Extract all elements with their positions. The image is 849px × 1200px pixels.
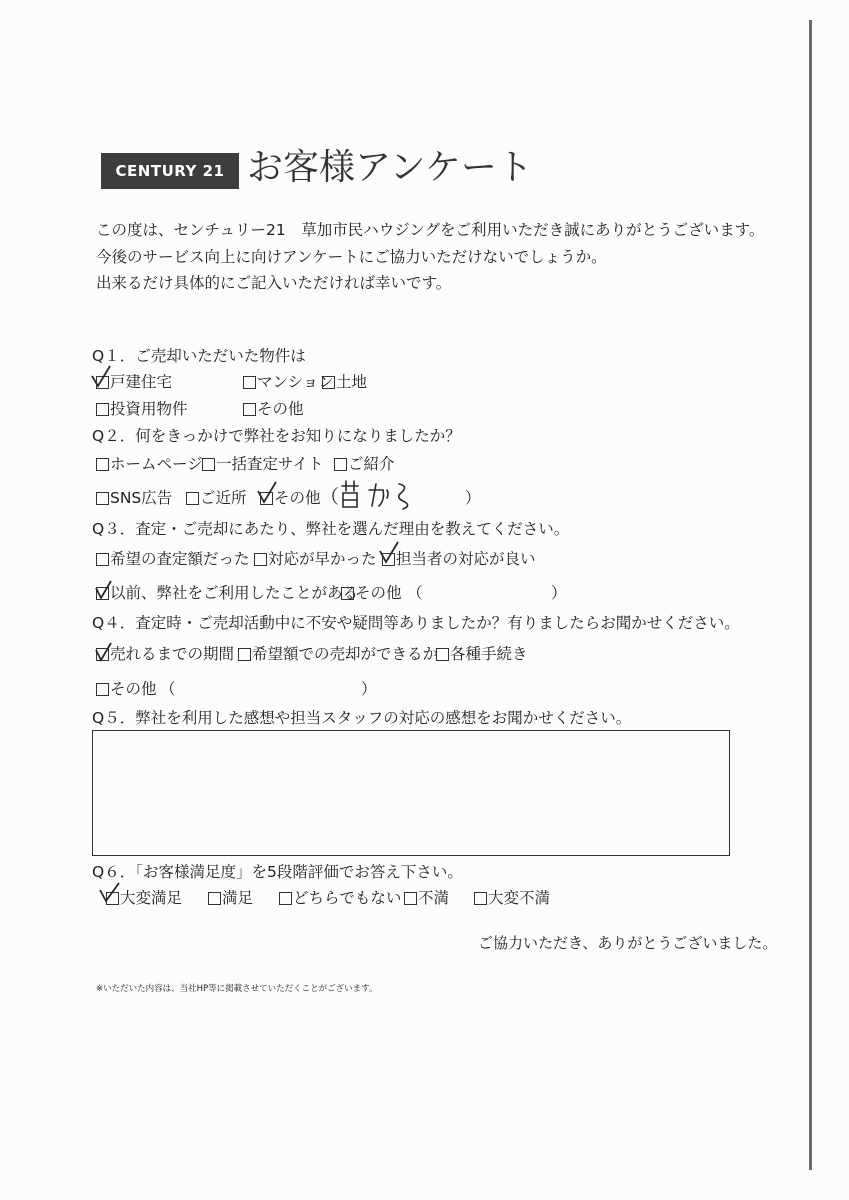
q4-option-other[interactable] — [96, 679, 157, 699]
intro-line-2: 今後のサービス向上に向けアンケートにご協力いただけないでしょうか。 — [96, 248, 607, 266]
option-label: 売れるまでの期間 — [110, 645, 235, 663]
checkmark-icon — [93, 640, 115, 664]
q1-option-other[interactable] — [243, 399, 304, 419]
option-label: 満足 — [222, 889, 254, 907]
q2-option-homepage[interactable] — [96, 454, 203, 474]
q6-question: Q６．「お客様満足度」を5段階評価でお答え下さい。 — [92, 863, 463, 881]
checkbox-icon[interactable] — [96, 492, 109, 505]
q2-option-referral[interactable] — [334, 454, 395, 474]
option-label: 大変不満 — [488, 889, 551, 907]
survey-title: お客様アンケート — [247, 147, 533, 188]
option-label: 対応が早かった — [268, 550, 377, 568]
checkbox-icon[interactable] — [436, 648, 449, 661]
checkbox-icon[interactable] — [474, 892, 487, 905]
option-label: 担当者の対応が良い — [396, 550, 536, 568]
checkbox-icon[interactable] — [238, 648, 251, 661]
handwritten-answer — [339, 478, 419, 512]
option-label: その他 — [257, 400, 304, 418]
option-label: その他 — [355, 584, 402, 602]
q2-option-sns-ad[interactable] — [96, 488, 172, 508]
q5-question: Q５．弊社を利用した感想や担当スタッフの対応の感想をお聞かせください。 — [92, 709, 632, 727]
checkmark-icon — [93, 578, 115, 602]
q3-option-desired-price[interactable] — [96, 549, 250, 569]
q5-answer-box[interactable] — [92, 730, 730, 856]
option-label: どちらでもない — [293, 889, 402, 907]
q2-option-neighbor[interactable] — [186, 488, 247, 508]
q4-option-desired-price-sale[interactable] — [238, 644, 438, 664]
option-label: SNS広告 — [110, 489, 173, 507]
q6-option-very-dissatisfied[interactable] — [474, 888, 550, 908]
q3-question: Q３．査定・ご売却にあたり、弊社を選んだ理由を教えてください。 — [92, 520, 570, 538]
option-label: 戸建住宅 — [110, 373, 173, 391]
option-label: ご紹介 — [348, 455, 395, 473]
thanks-message: ご協力いただき、ありがとうございました。 — [478, 934, 778, 952]
scan-edge-line — [809, 20, 812, 1170]
q1-option-investment[interactable] — [96, 399, 188, 419]
option-label: 希望額での売却ができるか — [252, 645, 439, 663]
q1-option-mansion[interactable] — [243, 372, 334, 392]
option-label: 各種手続き — [450, 645, 528, 663]
option-label: 土地 — [336, 373, 368, 391]
checkmark-icon — [90, 364, 114, 390]
q6-option-neutral[interactable] — [279, 888, 401, 908]
option-label: 一括査定サイト — [216, 455, 324, 473]
checkbox-icon[interactable] — [341, 587, 354, 600]
q3-other-close: ） — [551, 584, 567, 602]
q1-option-land[interactable] — [322, 372, 367, 392]
checkbox-icon[interactable] — [208, 892, 221, 905]
logo-text: CENTURY 21 — [115, 162, 225, 180]
option-label: 不満 — [418, 889, 450, 907]
q6-option-satisfied[interactable] — [208, 888, 253, 908]
checkbox-icon[interactable] — [334, 458, 347, 471]
option-label: ホームページ — [110, 455, 203, 473]
q4-other-close: ） — [361, 680, 377, 698]
checkbox-icon[interactable] — [96, 553, 109, 566]
q2-question: Q２．何をきっかけで弊社をお知りになりましたか？ — [92, 427, 461, 445]
option-label: マンション — [257, 373, 334, 391]
century21-logo — [101, 153, 239, 189]
q3-option-used-before[interactable] — [96, 583, 358, 603]
checkbox-icon[interactable] — [96, 403, 109, 416]
checkbox-icon[interactable] — [96, 683, 109, 696]
checkbox-icon[interactable] — [279, 892, 292, 905]
checkbox-icon[interactable] — [254, 553, 267, 566]
q3-option-other[interactable] — [341, 583, 402, 603]
checkmark-icon — [97, 880, 123, 906]
q1-question: Q１．ご売却いただいた物件は — [92, 347, 306, 365]
option-label: その他 — [274, 489, 321, 507]
option-label: 希望の査定額だった — [110, 550, 250, 568]
q4-other-open: （ — [160, 680, 176, 698]
q4-option-time-to-sell[interactable] — [96, 644, 234, 664]
q3-other-open: （ — [407, 584, 423, 602]
intro-line-3: 出来るだけ具体的にご記入いただければ幸いです。 — [96, 274, 452, 292]
checkbox-icon[interactable] — [202, 458, 215, 471]
q4-option-procedures[interactable] — [436, 644, 528, 664]
checkbox-icon[interactable] — [186, 492, 199, 505]
q2-other-open: （ — [320, 486, 340, 508]
checkbox-icon[interactable] — [243, 376, 256, 389]
q2-other-close: ） — [465, 489, 481, 507]
q3-option-good-staff[interactable] — [382, 549, 536, 569]
option-label: ご近所 — [200, 489, 247, 507]
option-label: その他 — [110, 680, 157, 698]
q2-option-appraisal-site[interactable] — [202, 454, 323, 474]
checkmark-icon — [256, 480, 280, 506]
option-label: 以前、弊社をご利用したことがある — [110, 584, 359, 602]
checkbox-icon[interactable] — [404, 892, 417, 905]
checkmark-icon — [378, 540, 402, 566]
checkbox-icon[interactable] — [322, 376, 335, 389]
intro-line-1: この度は、センチュリー21 草加市民ハウジングをご利用いただき誠にありがとうございます。 — [96, 221, 765, 239]
checkbox-icon[interactable] — [243, 403, 256, 416]
q6-option-dissatisfied[interactable] — [404, 888, 449, 908]
q3-option-fast-response[interactable] — [254, 549, 377, 569]
checkbox-icon[interactable] — [96, 458, 109, 471]
option-label: 投資用物件 — [110, 400, 188, 418]
option-label: 大変満足 — [120, 889, 183, 907]
publication-note: ※いただいた内容は、当社HP等に掲載させていただくことがございます。 — [96, 984, 378, 994]
q4-question: Q４．査定時・ご売却活動中に不安や疑問等ありましたか？有りましたらお聞かせください。 — [92, 614, 740, 632]
